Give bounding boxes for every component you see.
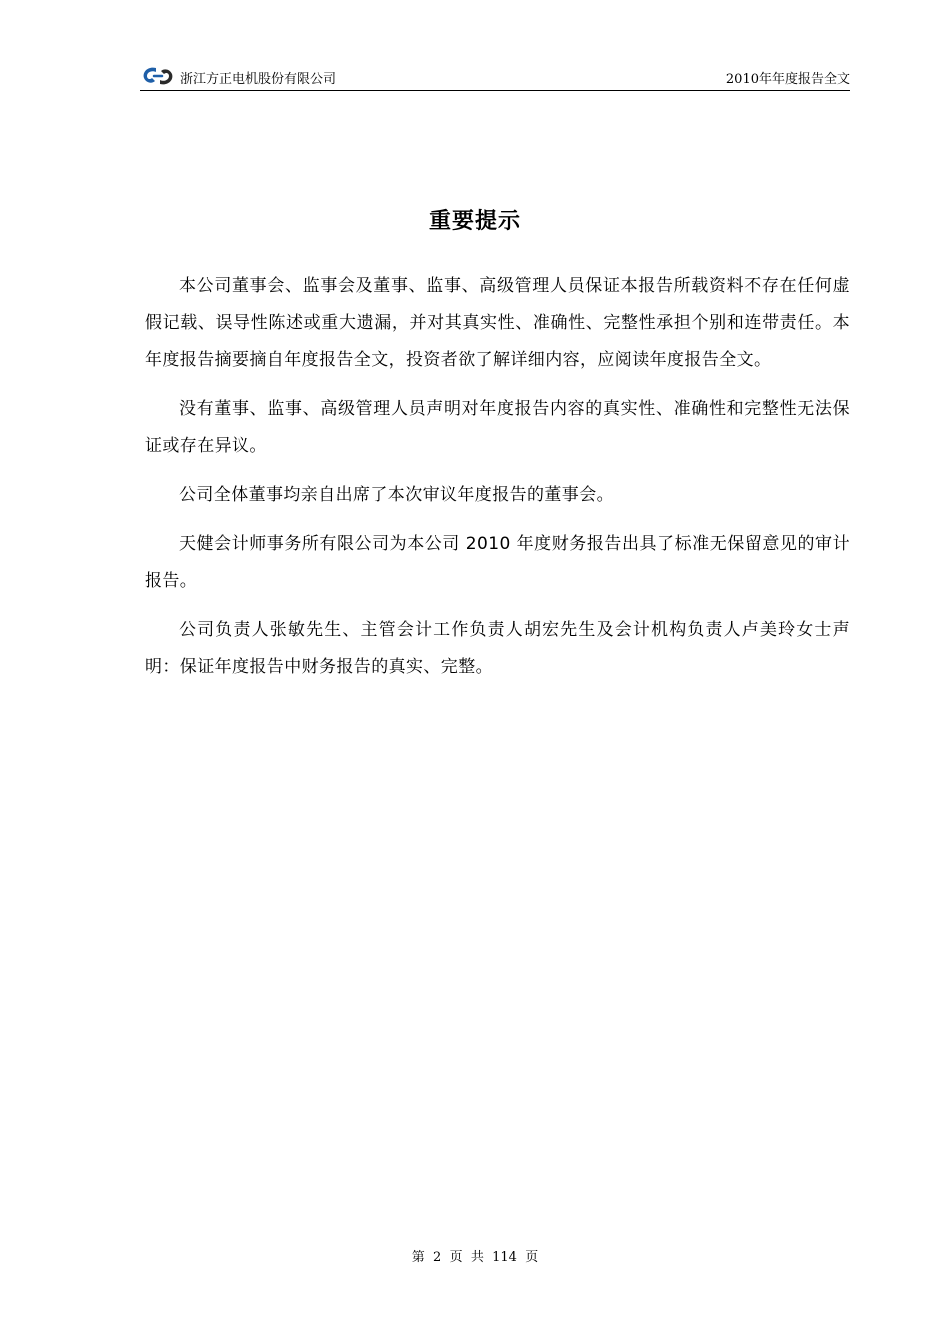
company-name: 浙江方正电机股份有限公司 — [180, 72, 337, 87]
paragraph: 公司负责人张敏先生、主管会计工作负责人胡宏先生及会计机构负责人卢美玲女士声明：保证年度报告中财务报告的真实、完整。 — [145, 620, 850, 677]
paragraph: 天健会计师事务所有限公司为本公司 2010 年度财务报告出具了标准无保留意见的审计报告。 — [145, 534, 850, 591]
paragraph: 公司全体董事均亲自出席了本次审议年度报告的董事会。 — [179, 485, 614, 505]
page-title: 重要提示 — [428, 209, 521, 234]
page-header — [140, 62, 850, 91]
paragraph: 没有董事、监事、高级管理人员声明对年度报告内容的真实性、准确性和完整性无法保证或存在异议。 — [145, 399, 850, 456]
page-number: 第 2 页 共 114 页 — [411, 1250, 539, 1265]
company-logo-icon — [140, 64, 176, 88]
notice-body — [145, 268, 850, 698]
document-title: 2010年年度报告全文 — [725, 72, 850, 87]
paragraph: 本公司董事会、监事会及董事、监事、高级管理人员保证本报告所载资料不存在任何虚假记载、误导性陈述或重大遗漏，并对其真实性、准确性、完整性承担个别和连带责任。本年度报告摘要摘自年度报告全文，投资者欲了解详细内容，应阅读年度报告全文。 — [145, 276, 850, 370]
